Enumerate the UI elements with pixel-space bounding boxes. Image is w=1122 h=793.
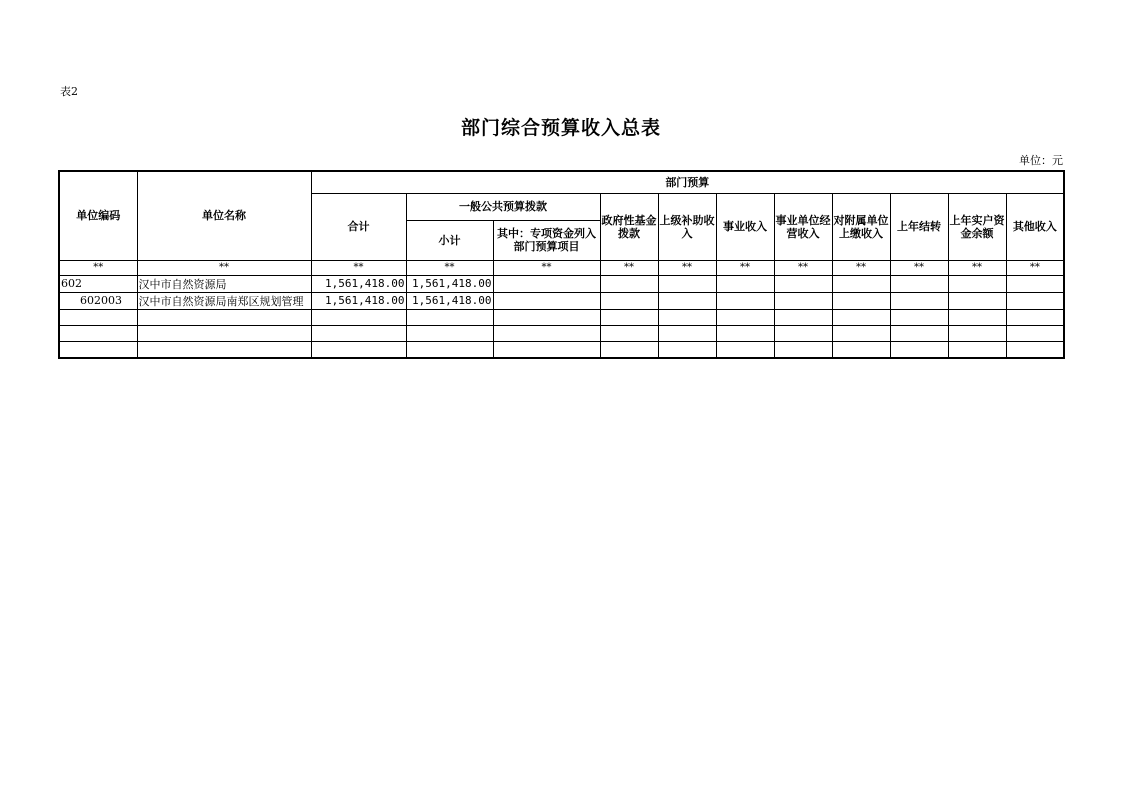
star-cell: **: [716, 260, 774, 275]
unit-code-cell: 602003: [59, 292, 137, 309]
star-cell: **: [311, 260, 406, 275]
header-general-public-budget: 一般公共预算拨款: [406, 193, 600, 220]
star-cell: **: [658, 260, 716, 275]
star-cell: **: [137, 260, 311, 275]
empty-cell: [716, 275, 774, 292]
subtotal-cell: 1,561,418.00: [406, 275, 493, 292]
empty-cell: [716, 292, 774, 309]
table-row: [59, 309, 1064, 325]
header-total: 合计: [311, 193, 406, 260]
header-dept-budget: 部门预算: [311, 171, 1064, 193]
header-unit-name: 单位名称: [137, 171, 311, 260]
total-cell: 1,561,418.00: [311, 275, 406, 292]
unit-name-cell: 汉中市自然资源局: [137, 275, 311, 292]
empty-cell: [832, 292, 890, 309]
empty-cell: [948, 292, 1006, 309]
header-business-unit-operation: 事业单位经营收入: [774, 193, 832, 260]
star-cell: **: [493, 260, 600, 275]
unit-code-cell: 602: [59, 275, 137, 292]
header-subtotal: 小计: [406, 220, 493, 260]
placeholder-row: [59, 260, 1064, 275]
empty-cell: [493, 275, 600, 292]
subtotal-cell: 1,561,418.00: [406, 292, 493, 309]
empty-cell: [658, 292, 716, 309]
unit-name-cell: 汉中市自然资源局南郑区规划管理: [137, 292, 311, 309]
empty-cell: [600, 292, 658, 309]
budget-income-table: [58, 170, 1065, 359]
star-cell: **: [832, 260, 890, 275]
empty-cell: [658, 275, 716, 292]
star-cell: **: [406, 260, 493, 275]
empty-cell: [774, 292, 832, 309]
table-row: [59, 292, 1064, 309]
header-prior-year-balance: 上年实户资金余额: [948, 193, 1006, 260]
header-gov-fund: 政府性基金拨款: [600, 193, 658, 260]
header-prior-year-carryover: 上年结转: [890, 193, 948, 260]
table-row: [59, 275, 1064, 292]
header-other-income: 其他收入: [1006, 193, 1064, 260]
page-title: 部门综合预算收入总表: [460, 117, 661, 139]
star-cell: **: [1006, 260, 1064, 275]
empty-cell: [493, 292, 600, 309]
star-cell: **: [59, 260, 137, 275]
table-number-label: 表2: [60, 85, 78, 98]
header-special-project: 其中：专项资金列入部门预算项目: [493, 220, 600, 260]
header-unit-code: 单位编码: [59, 171, 137, 260]
empty-cell: [600, 275, 658, 292]
unit-label: 单位：元: [1019, 154, 1063, 167]
table-row: [59, 341, 1064, 358]
empty-cell: [832, 275, 890, 292]
star-cell: **: [600, 260, 658, 275]
total-cell: 1,561,418.00: [311, 292, 406, 309]
star-cell: **: [774, 260, 832, 275]
empty-cell: [948, 275, 1006, 292]
table-row: [59, 325, 1064, 341]
star-cell: **: [948, 260, 1006, 275]
star-cell: **: [890, 260, 948, 275]
header-superior-subsidy: 上级补助收入: [658, 193, 716, 260]
empty-cell: [890, 292, 948, 309]
empty-cell: [774, 275, 832, 292]
empty-cell: [1006, 275, 1064, 292]
empty-cell: [890, 275, 948, 292]
empty-cell: [1006, 292, 1064, 309]
header-affiliated-payment: 对附属单位上缴收入: [832, 193, 890, 260]
header-business-income: 事业收入: [716, 193, 774, 260]
